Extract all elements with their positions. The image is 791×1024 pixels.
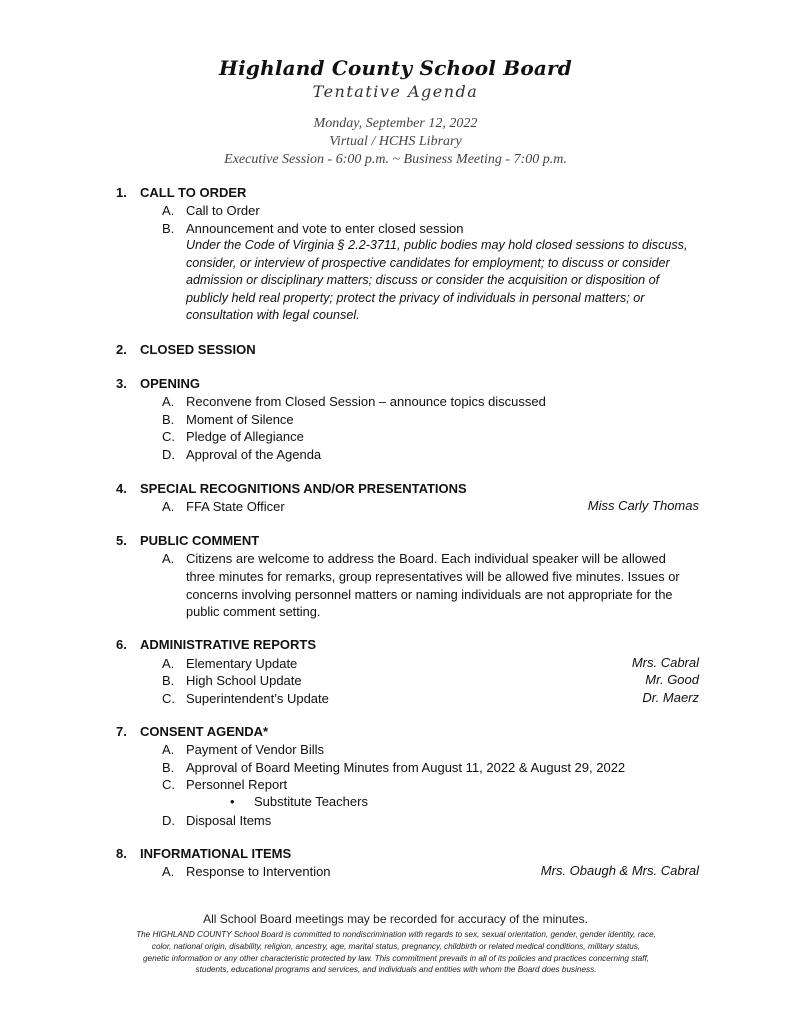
agenda-subtitle: Tentative Agenda xyxy=(312,82,479,101)
section-informational-items: 8. INFORMATIONAL ITEMS xyxy=(116,846,292,861)
section-title: OPENING xyxy=(140,376,200,391)
section-title: SPECIAL RECOGNITIONS AND/OR PRESENTATIONS xyxy=(140,481,467,496)
public-comment-text: three minutes for remarks, group representatives will be allowed five minutes. Issues or concerns involving personnel matters or naming individuals are not appropriate for the public comment setting. xyxy=(186,569,680,620)
agenda-item: A. Response to Intervention xyxy=(162,864,331,879)
agenda-item: A. Payment of Vendor Bills xyxy=(162,742,325,757)
agenda-item: C. Personnel Report xyxy=(162,777,288,792)
agenda-item: D. Disposal Items xyxy=(162,813,272,828)
agenda-item: A. Reconvene from Closed Session – announce topics discussed xyxy=(162,394,546,409)
section-closed-session: 2. CLOSED SESSION xyxy=(116,342,256,357)
agenda-item: B. High School Update xyxy=(162,673,302,688)
section-title: CLOSED SESSION xyxy=(140,342,256,357)
section-call-to-order xyxy=(116,185,246,200)
bullet-item: • Substitute Teachers xyxy=(230,794,368,809)
recording-notice: All School Board meetings may be recorded for accuracy of the minutes. xyxy=(203,912,588,926)
section-consent-agenda: 7. CONSENT AGENDA* xyxy=(116,724,269,739)
presenter-name: Mrs. Cabral xyxy=(631,655,699,670)
agenda-item: D. Approval of the Agenda xyxy=(162,447,322,462)
agenda-item: C. Superintendent’s Update xyxy=(162,691,329,706)
section-title: ADMINISTRATIVE REPORTS xyxy=(140,637,316,652)
presenter-name: Mr. Good xyxy=(645,672,699,687)
meeting-location: Virtual / HCHS Library xyxy=(329,134,462,149)
agenda-item: B. Moment of Silence xyxy=(162,412,294,427)
section-number: 1. xyxy=(116,185,127,200)
presenter-name: Miss Carly Thomas xyxy=(587,498,699,513)
meeting-date: Monday, September 12, 2022 xyxy=(313,116,478,131)
section-title: INFORMATIONAL ITEMS xyxy=(140,846,292,861)
agenda-item: C. Pledge of Allegiance xyxy=(162,429,304,444)
section-title: PUBLIC COMMENT xyxy=(140,533,260,548)
section-title: CALL TO ORDER xyxy=(140,185,247,200)
section-public-comment: 5. PUBLIC COMMENT xyxy=(116,533,260,548)
section-special-recognitions: 4. SPECIAL RECOGNITIONS AND/OR PRESENTATIONS xyxy=(116,481,467,496)
agenda-item: A. Call to Order xyxy=(162,203,260,218)
board-title: Highland County School Board xyxy=(219,56,572,80)
section-administrative-reports: 6. ADMINISTRATIVE REPORTS xyxy=(116,637,316,652)
nondiscrimination-statement: The HIGHLAND COUNTY School Board is committed to nondiscrimination with regards to sex, sexual orientation, gender, gender identity, race, color, national origin, disability, religion, ancestry, age, marital status, pregnancy, childbirth or related medical conditions, military status, genetic information or any other characteristic protected by law. This commitment prevails in all of its policies and practices concerning staff, students, educational programs and services, and individuals and entities with whom the Board does business. xyxy=(136,930,656,975)
meeting-times: Executive Session - 6:00 p.m. ~ Business Meeting - 7:00 p.m. xyxy=(224,152,567,167)
section-opening: 3. OPENING xyxy=(116,376,200,391)
closed-session-note: Under the Code of Virginia § 2.2-3711, public bodies may hold closed sessions to discuss, consider, or interview of prospective candidates for employment; to discuss or consider admission or disciplinary matters; discuss or consider the acquisition or disposition of publicly held real property; protect the privacy of individuals in personal matters; or consultation with legal counsel. xyxy=(186,238,688,323)
agenda-item: A. FFA State Officer xyxy=(162,499,285,514)
section-title: CONSENT AGENDA* xyxy=(140,724,269,739)
agenda-item: A. Elementary Update xyxy=(162,656,298,671)
presenter-name: Dr. Maerz xyxy=(642,690,699,705)
agenda-item: A. Citizens are welcome to address the Board. Each individual speaker will be allowed xyxy=(162,551,666,566)
bullet-dot-icon: • xyxy=(230,794,235,809)
agenda-item: B. Announcement and vote to enter closed session xyxy=(162,221,464,236)
presenter-name: Mrs. Obaugh & Mrs. Cabral xyxy=(540,863,699,878)
agenda-item: B. Approval of Board Meeting Minutes from August 11, 2022 & August 29, 2022 xyxy=(162,760,626,775)
